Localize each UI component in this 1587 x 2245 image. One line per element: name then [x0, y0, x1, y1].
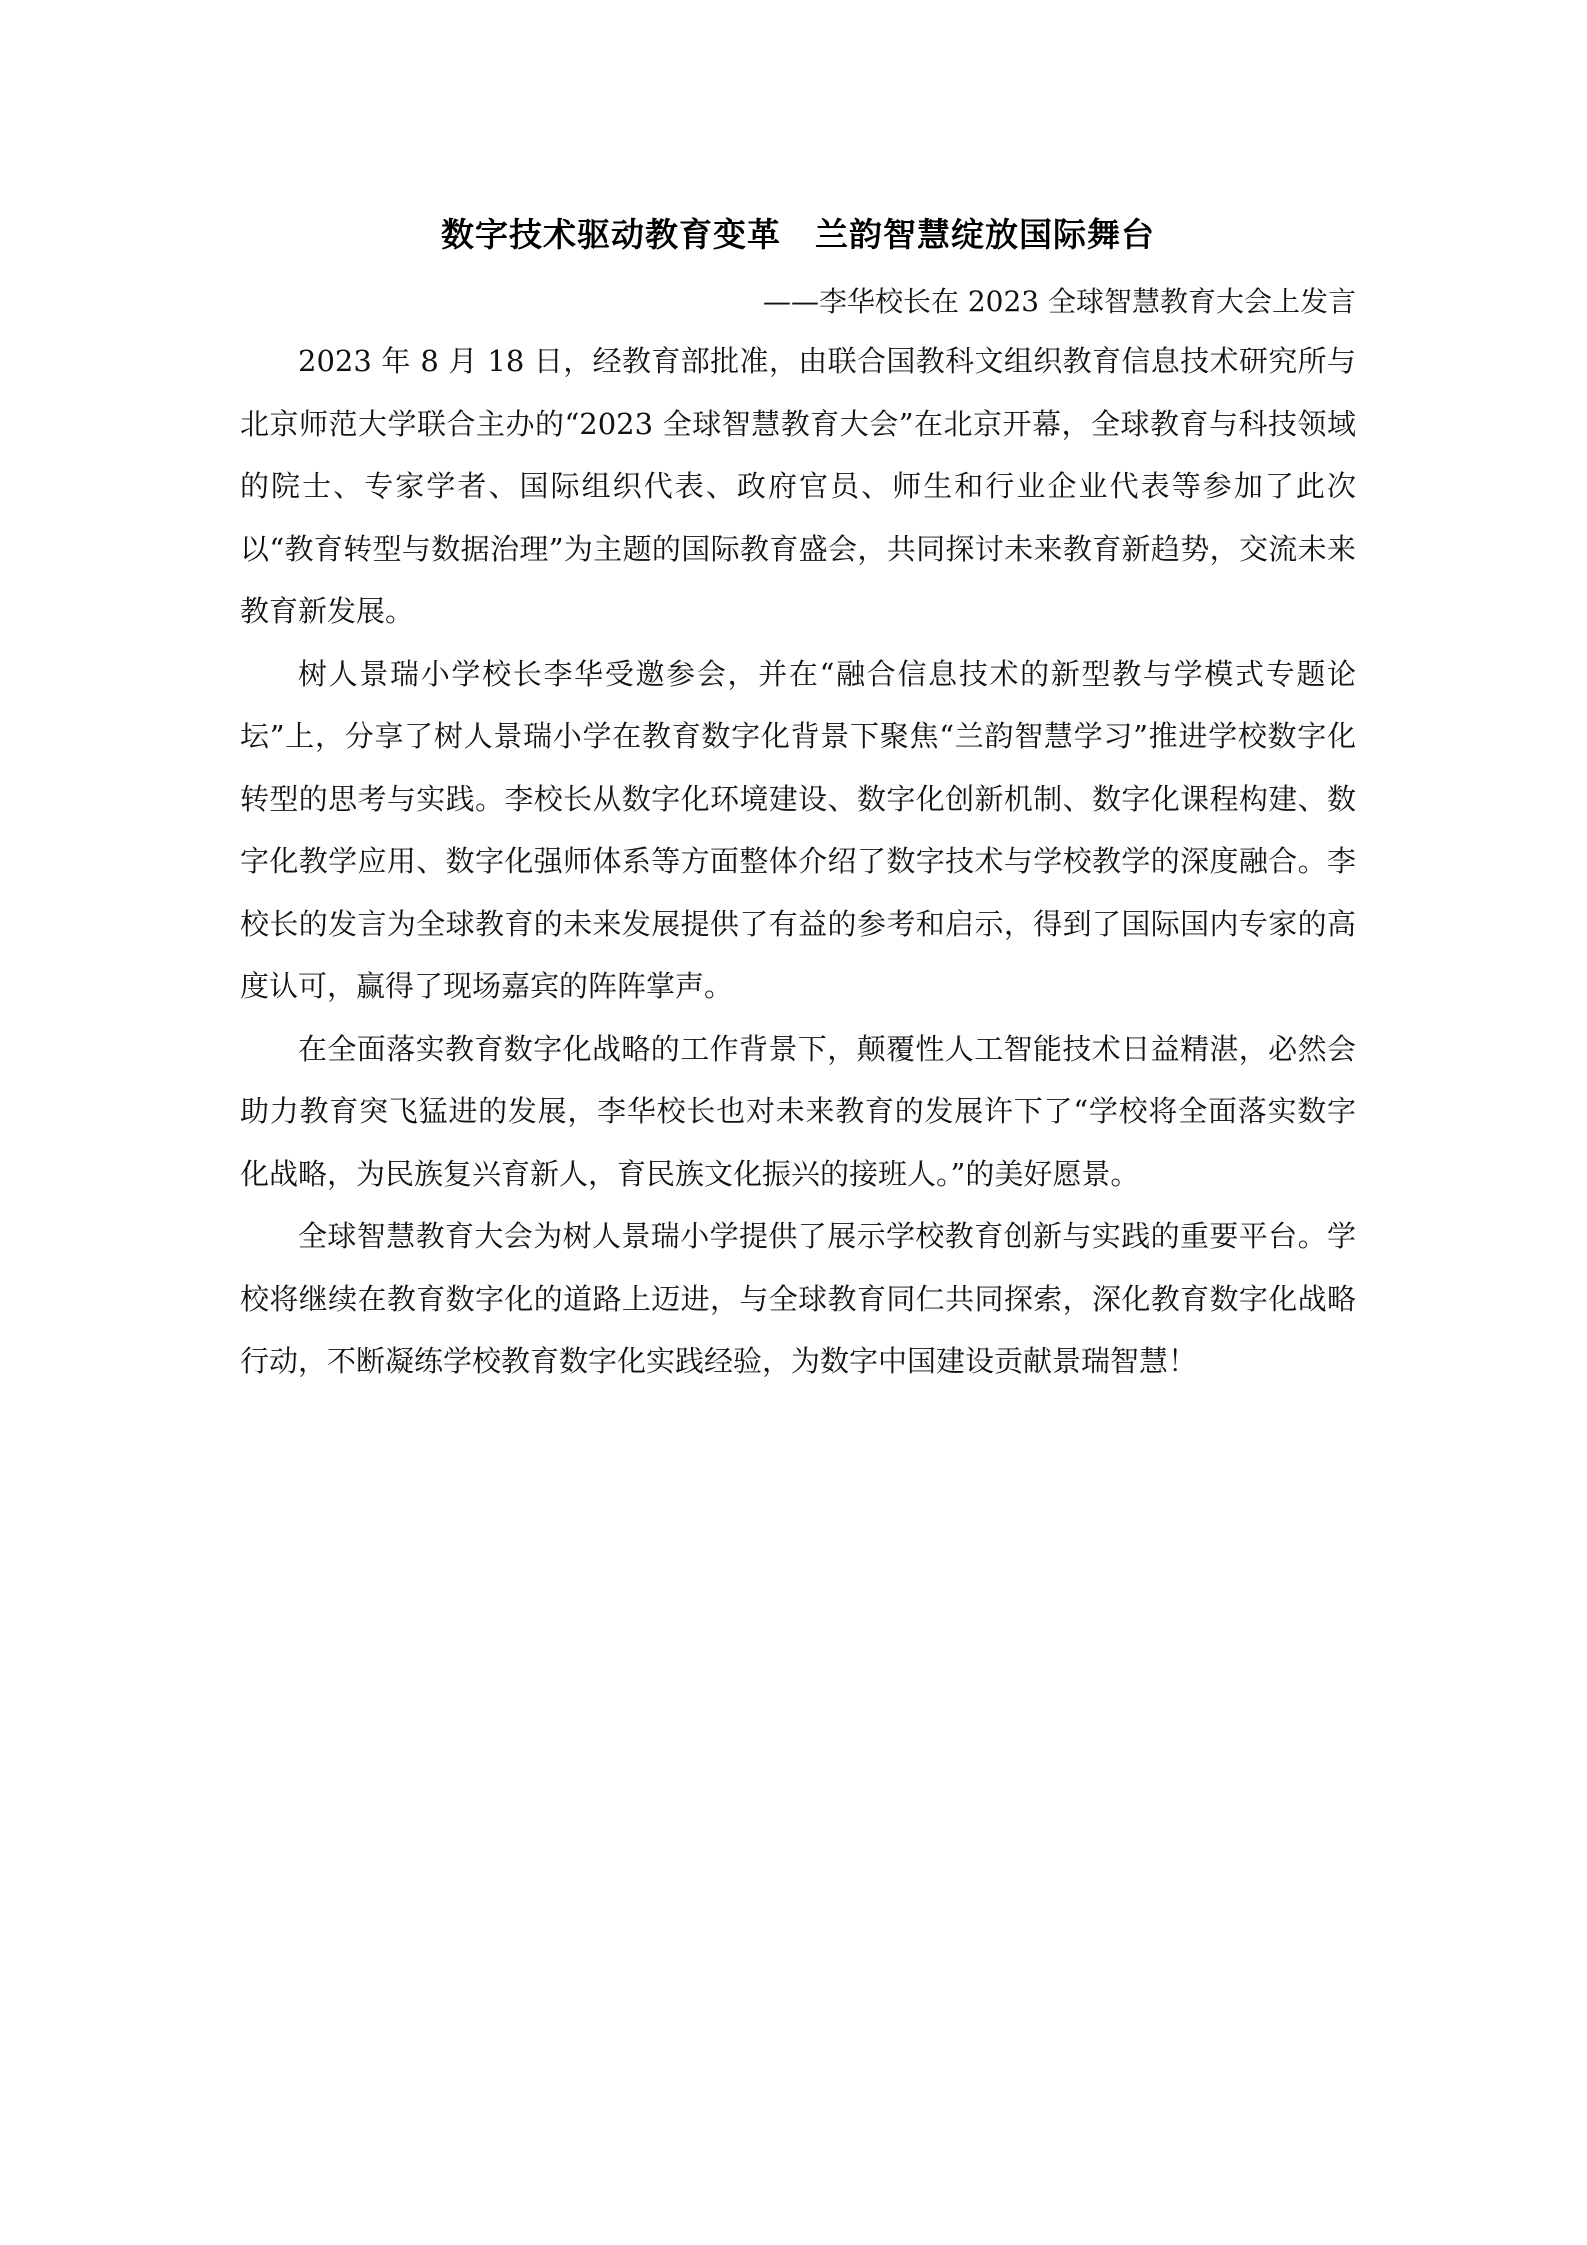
article-subtitle: ——李华校长在 2023 全球智慧教育大会上发言	[762, 285, 1356, 318]
paragraph-4: 全球智慧教育大会为树人景瑞小学提供了展示学校教育创新与实践的重要平台。学校将继续在教育数字化的道路上迈进，与全球教育同仁共同探索，深化教育数字化战略行动，不断凝练学校教育数字化实践经验，为数字中国建设贡献景瑞智慧！	[240, 1219, 1356, 1378]
paragraph-1: 2023 年 8 月 18 日，经教育部批准，由联合国教科文组织教育信息技术研究所与北京师范大学联合主办的“2023 全球智慧教育大会”在北京开幕，全球教育与科技领域的院士、专家学者、国际组织代表、政府官员、师生和行业企业代表等参加了此次以“教育转型与数据治理”为主题的国际教育盛会，共同探讨未来教育新趋势，交流未来教育新发展。	[240, 344, 1356, 628]
paragraph-3: 在全面落实教育数字化战略的工作背景下，颠覆性人工智能技术日益精湛，必然会助力教育突飞猛进的发展，李华校长也对未来教育的发展许下了“学校将全面落实数字化战略，为民族复兴育新人，育民族文化振兴的接班人。”的美好愿景。	[240, 1031, 1356, 1191]
paragraph-2: 树人景瑞小学校长李华受邀参会，并在“融合信息技术的新型教与学模式专题论坛”上，分享了树人景瑞小学在教育数字化背景下聚焦“兰韵智慧学习”推进学校数字化转型的思考与实践。李校长从数字化环境建设、数字化创新机制、数字化课程构建、数字化教学应用、数字化强师体系等方面整体介绍了数字技术与学校教学的深度融合。李校长的发言为全球教育的未来发展提供了有益的参考和启示，得到了国际国内专家的高度认可，赢得了现场嘉宾的阵阵掌声。	[240, 656, 1356, 1003]
article-body	[240, 204, 1356, 1393]
article-title: 数字技术驱动教育变革 兰韵智慧绽放国际舞台	[441, 215, 1155, 254]
